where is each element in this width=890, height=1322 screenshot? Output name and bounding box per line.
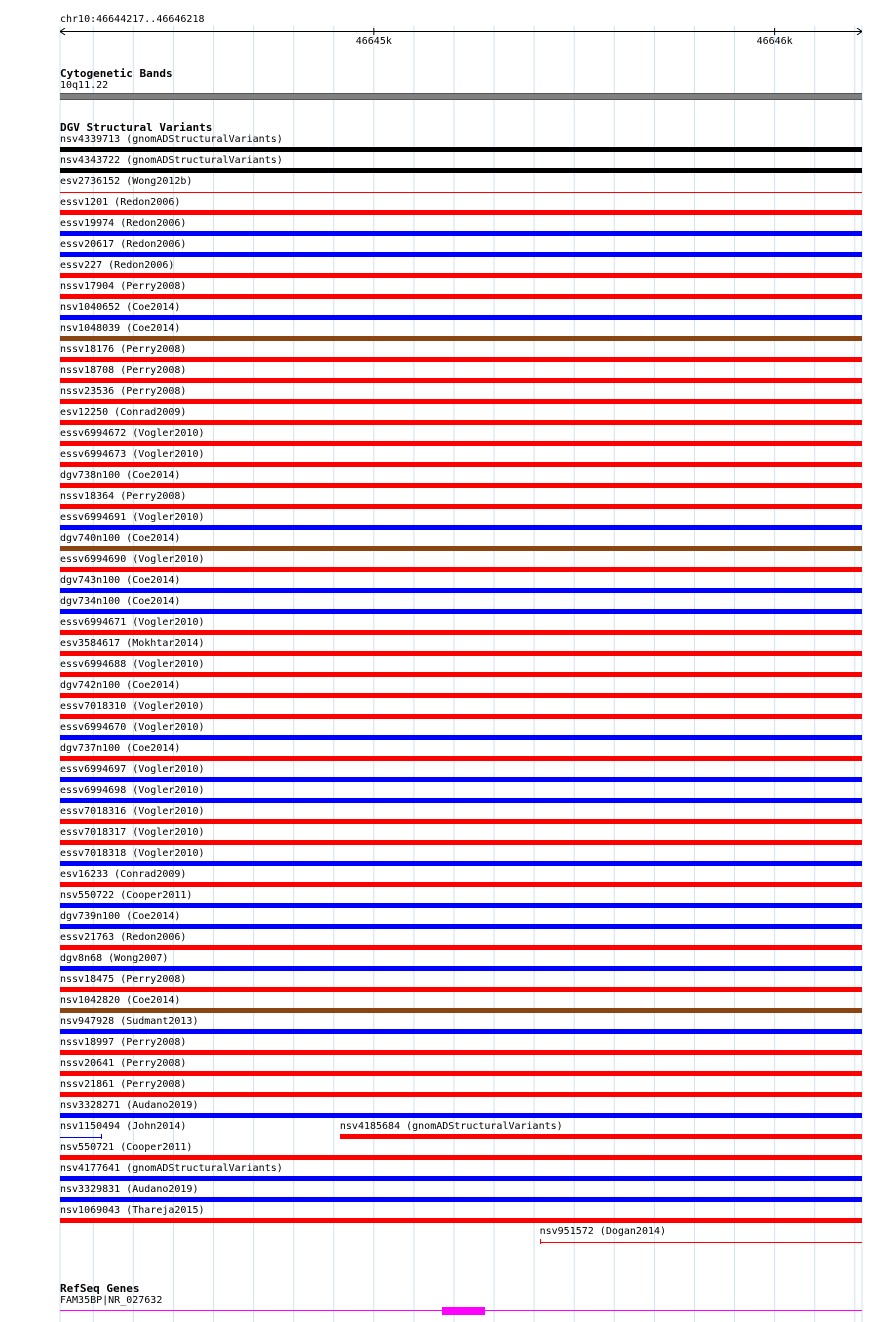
dgv-feature-label[interactable]: essv1201 (Redon2006)	[60, 197, 181, 208]
dgv-feature-bar[interactable]	[60, 441, 862, 446]
dgv-feature-label[interactable]: essv7018316 (Vogler2010)	[60, 806, 205, 817]
dgv-feature-bar[interactable]	[60, 399, 862, 404]
dgv-feature-bar[interactable]	[60, 924, 862, 929]
dgv-feature-bar[interactable]	[60, 1155, 862, 1160]
cytoband-bar[interactable]	[60, 93, 862, 100]
dgv-feature-label[interactable]: esv16233 (Conrad2009)	[60, 869, 187, 880]
dgv-feature-label[interactable]: esv3584617 (Mokhtar2014)	[60, 638, 205, 649]
dgv-feature-bar[interactable]	[60, 735, 862, 740]
dgv-feature-label[interactable]: essv227 (Redon2006)	[60, 260, 175, 271]
dgv-feature-bar[interactable]	[60, 273, 862, 278]
dgv-feature-bar[interactable]	[60, 1071, 862, 1076]
dgv-feature-label[interactable]: esv2736152 (Wong2012b)	[60, 176, 193, 187]
dgv-feature-label[interactable]: esv12250 (Conrad2009)	[60, 407, 187, 418]
dgv-feature-bar[interactable]	[60, 1137, 102, 1138]
dgv-feature-bar[interactable]	[60, 882, 862, 887]
dgv-feature-bar[interactable]	[60, 294, 862, 299]
dgv-feature-label[interactable]: nsv4339713 (gnomADStructuralVariants)	[60, 134, 283, 145]
dgv-feature-bar[interactable]	[60, 1008, 862, 1013]
dgv-feature-bar[interactable]	[60, 987, 862, 992]
dgv-feature-bar[interactable]	[60, 1197, 862, 1202]
dgv-track-title: DGV Structural Variants	[60, 121, 213, 134]
dgv-feature-label[interactable]: essv7018310 (Vogler2010)	[60, 701, 205, 712]
cytoband-label: 10q11.22	[60, 80, 109, 91]
dgv-feature-bar[interactable]	[60, 315, 862, 320]
dgv-feature-bar[interactable]	[340, 1134, 862, 1139]
refseq-gene-label[interactable]: FAM35BP|NR_027632	[60, 1295, 163, 1306]
dgv-feature-bar[interactable]	[60, 672, 862, 677]
dgv-feature-bar[interactable]	[540, 1242, 862, 1243]
dgv-feature-bar[interactable]	[60, 420, 862, 425]
dgv-feature-bar[interactable]	[60, 1092, 862, 1097]
ruler-tick-label: 46645k	[355, 36, 392, 47]
dgv-feature-bar[interactable]	[60, 777, 862, 782]
dgv-feature-label[interactable]: nssv17904 (Perry2008)	[60, 281, 187, 292]
dgv-feature-label[interactable]: nssv18475 (Perry2008)	[60, 974, 187, 985]
dgv-feature-label[interactable]: essv7018318 (Vogler2010)	[60, 848, 205, 859]
dgv-feature-label[interactable]: nsv4343722 (gnomADStructuralVariants)	[60, 155, 283, 166]
dgv-feature-label[interactable]: nsv4185684 (gnomADStructuralVariants)	[339, 1121, 563, 1132]
dgv-feature-bar[interactable]	[60, 693, 862, 698]
dgv-feature-label[interactable]: nsv1040652 (Coe2014)	[60, 302, 181, 313]
ruler-axis	[60, 28, 862, 48]
dgv-feature-label[interactable]: essv19974 (Redon2006)	[60, 218, 187, 229]
dgv-feature-label[interactable]: essv6994673 (Vogler2010)	[60, 449, 205, 460]
dgv-feature-bar[interactable]	[60, 966, 862, 971]
dgv-feature-bar[interactable]	[60, 546, 862, 551]
dgv-feature-bar[interactable]	[60, 147, 862, 152]
dgv-feature-label[interactable]: dgv743n100 (Coe2014)	[60, 575, 181, 586]
dgv-feature-label[interactable]: essv21763 (Redon2006)	[60, 932, 187, 943]
dgv-feature-label[interactable]: essv6994671 (Vogler2010)	[60, 617, 205, 628]
dgv-feature-label[interactable]: nssv18708 (Perry2008)	[60, 365, 187, 376]
cytoband-track-title: Cytogenetic Bands	[60, 67, 173, 80]
dgv-feature-label[interactable]: nssv23536 (Perry2008)	[60, 386, 187, 397]
dgv-feature-label[interactable]: nsv951572 (Dogan2014)	[539, 1226, 667, 1237]
dgv-feature-label[interactable]: nsv4177641 (gnomADStructuralVariants)	[60, 1163, 283, 1174]
dgv-feature-bar[interactable]	[60, 1113, 862, 1118]
dgv-feature-label[interactable]: dgv737n100 (Coe2014)	[60, 743, 181, 754]
dgv-feature-label[interactable]: nsv550722 (Cooper2011)	[60, 890, 193, 901]
dgv-feature-end-cap	[101, 1134, 102, 1139]
dgv-feature-label[interactable]: nssv18176 (Perry2008)	[60, 344, 187, 355]
dgv-feature-bar[interactable]	[60, 336, 862, 341]
dgv-feature-label[interactable]: essv6994672 (Vogler2010)	[60, 428, 205, 439]
dgv-feature-bar[interactable]	[60, 609, 862, 614]
dgv-feature-bar[interactable]	[60, 192, 862, 193]
dgv-feature-label[interactable]: nsv947928 (Sudmant2013)	[60, 1016, 199, 1027]
dgv-feature-bar[interactable]	[60, 819, 862, 824]
dgv-feature-bar[interactable]	[60, 714, 862, 719]
dgv-feature-label[interactable]: essv6994691 (Vogler2010)	[60, 512, 205, 523]
dgv-feature-label[interactable]: nssv21861 (Perry2008)	[60, 1079, 187, 1090]
dgv-feature-bar[interactable]	[60, 504, 862, 509]
dgv-feature-end-cap	[540, 1239, 541, 1244]
dgv-feature-bar[interactable]	[60, 357, 862, 362]
dgv-feature-bar[interactable]	[60, 651, 862, 656]
dgv-feature-bar[interactable]	[60, 1050, 862, 1055]
dgv-feature-label[interactable]: nsv3329831 (Audano2019)	[60, 1184, 199, 1195]
dgv-feature-label[interactable]: nssv20641 (Perry2008)	[60, 1058, 187, 1069]
dgv-feature-label[interactable]: essv6994698 (Vogler2010)	[60, 785, 205, 796]
dgv-feature-bar[interactable]	[60, 861, 862, 866]
dgv-feature-bar[interactable]	[60, 168, 862, 173]
dgv-feature-label[interactable]: nssv18997 (Perry2008)	[60, 1037, 187, 1048]
dgv-feature-label[interactable]: nsv1042820 (Coe2014)	[60, 995, 181, 1006]
ruler-location: chr10:46644217..46646218	[60, 14, 205, 25]
dgv-feature-label[interactable]: nsv1048039 (Coe2014)	[60, 323, 181, 334]
dgv-feature-label[interactable]: dgv742n100 (Coe2014)	[60, 680, 181, 691]
dgv-feature-label[interactable]: nsv3328271 (Audano2019)	[60, 1100, 199, 1111]
dgv-feature-bar[interactable]	[60, 756, 862, 761]
dgv-feature-label[interactable]: nsv550721 (Cooper2011)	[60, 1142, 193, 1153]
dgv-feature-label[interactable]: essv6994688 (Vogler2010)	[60, 659, 205, 670]
dgv-feature-bar[interactable]	[60, 210, 862, 215]
dgv-feature-label[interactable]: nsv1150494 (John2014)	[60, 1121, 187, 1132]
dgv-feature-bar[interactable]	[60, 567, 862, 572]
dgv-feature-bar[interactable]	[60, 378, 862, 383]
dgv-feature-bar[interactable]	[60, 231, 862, 236]
dgv-feature-bar[interactable]	[60, 525, 862, 530]
dgv-feature-bar[interactable]	[60, 903, 862, 908]
dgv-feature-bar[interactable]	[60, 1029, 862, 1034]
coordinate-ruler[interactable]	[60, 14, 862, 48]
dgv-feature-label[interactable]: essv7018317 (Vogler2010)	[60, 827, 205, 838]
refseq-exon[interactable]	[442, 1307, 485, 1315]
dgv-feature-label[interactable]: essv20617 (Redon2006)	[60, 239, 187, 250]
dgv-feature-bar[interactable]	[60, 630, 862, 635]
dgv-feature-bar[interactable]	[60, 252, 862, 257]
dgv-feature-label[interactable]: dgv738n100 (Coe2014)	[60, 470, 181, 481]
dgv-feature-label[interactable]: essv6994697 (Vogler2010)	[60, 764, 205, 775]
dgv-feature-bar[interactable]	[60, 840, 862, 845]
dgv-feature-bar[interactable]	[60, 1218, 862, 1223]
dgv-feature-bar[interactable]	[60, 483, 862, 488]
dgv-feature-bar[interactable]	[60, 798, 862, 803]
dgv-feature-bar[interactable]	[60, 462, 862, 467]
dgv-feature-label[interactable]: nssv18364 (Perry2008)	[60, 491, 187, 502]
dgv-feature-label[interactable]: dgv739n100 (Coe2014)	[60, 911, 181, 922]
dgv-feature-label[interactable]: dgv734n100 (Coe2014)	[60, 596, 181, 607]
refseq-track-title: RefSeq Genes	[60, 1282, 140, 1295]
dgv-feature-label[interactable]: nsv1069043 (Thareja2015)	[60, 1205, 205, 1216]
dgv-feature-bar[interactable]	[60, 588, 862, 593]
dgv-feature-label[interactable]: dgv8n68 (Wong2007)	[60, 953, 169, 964]
ruler-tick-label: 46646k	[756, 36, 793, 47]
dgv-feature-bar[interactable]	[60, 1176, 862, 1181]
dgv-feature-label[interactable]: dgv740n100 (Coe2014)	[60, 533, 181, 544]
dgv-feature-label[interactable]: essv6994670 (Vogler2010)	[60, 722, 205, 733]
dgv-feature-bar[interactable]	[60, 945, 862, 950]
dgv-feature-label[interactable]: essv6994690 (Vogler2010)	[60, 554, 205, 565]
